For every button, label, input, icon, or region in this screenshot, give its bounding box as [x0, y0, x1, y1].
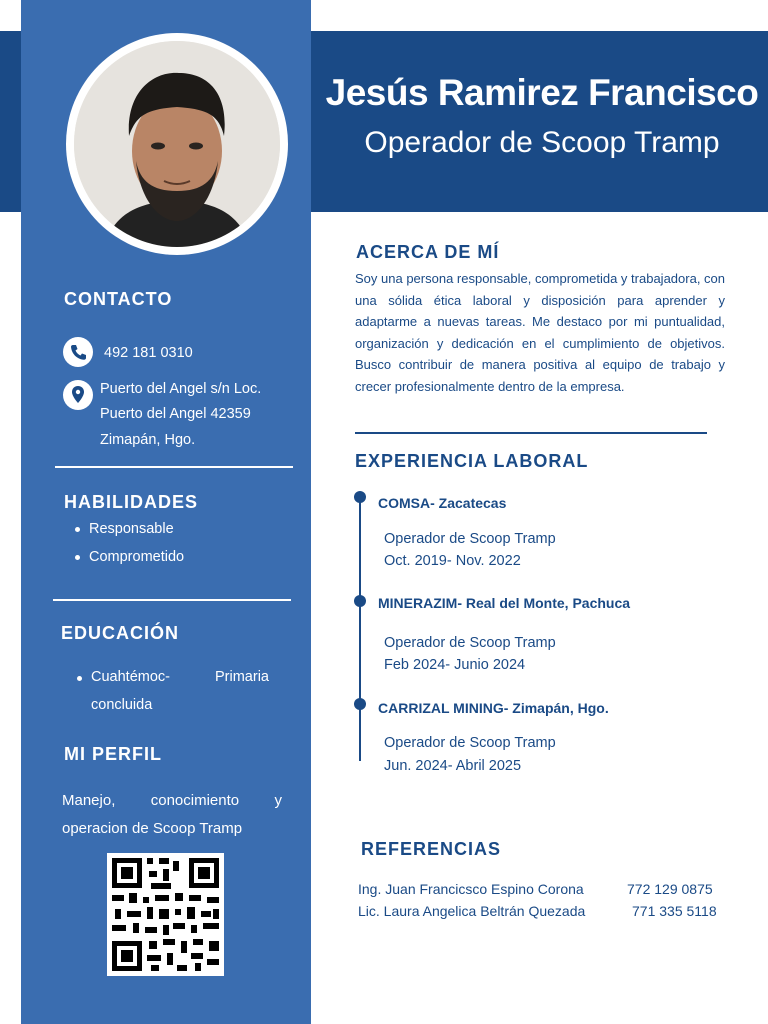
timeline-dot — [354, 698, 366, 710]
skills-heading: HABILIDADES — [64, 492, 199, 512]
candidate-name: Jesús Ramirez Francisco — [325, 72, 759, 113]
contact-address-line1: Puerto del Angel s/n Loc. — [100, 381, 262, 397]
references-heading: REFERENCIAS — [361, 839, 502, 859]
profile-text: Manejo, conocimiento y operacion de Scoop Tramp — [62, 792, 282, 837]
qr-code — [107, 853, 224, 976]
job-company: MINERAZIM- Real del Monte, Pachuca — [378, 595, 631, 611]
job-dates: Jun. 2024- Abril 2025 — [384, 758, 522, 774]
contact-heading: CONTACTO — [64, 289, 173, 309]
reference-name: Ing. Juan Francicsco Espino Corona — [358, 881, 584, 897]
job-dates: Feb 2024- Junio 2024 — [384, 657, 526, 673]
job-company: COMSA- Zacatecas — [378, 495, 507, 511]
section-divider — [355, 432, 707, 434]
timeline-dot — [354, 491, 366, 503]
location-pin-icon — [63, 380, 93, 410]
sidebar-divider — [53, 599, 291, 601]
job-company: CARRIZAL MINING- Zimapán, Hgo. — [378, 700, 609, 716]
timeline-dot — [354, 595, 366, 607]
skill-item: Comprometido — [89, 549, 185, 565]
job-title: Operador de Scoop Tramp — [384, 531, 556, 547]
profile-heading: MI PERFIL — [64, 744, 162, 764]
education-item: Primaria — [215, 669, 269, 685]
about-heading: ACERCA DE MÍ — [356, 242, 500, 262]
job-title: Operador de Scoop Tramp — [384, 635, 556, 651]
sidebar-divider — [55, 466, 293, 468]
education-item: concluida — [91, 697, 153, 713]
education-item: Cuahtémoc- — [91, 669, 170, 685]
profile-photo — [74, 41, 280, 247]
bullet — [75, 555, 80, 560]
contact-address-line2: Puerto del Angel 42359 — [100, 406, 251, 422]
about-text: Soy una persona responsable, comprometida y trabajadora, con una sólida ética laboral y disposición para aprender y adaptarme a nuevas tareas. Me destaco por mi puntualidad, organización y dedicación en el cumplimiento de objetivos. Busco contribuir de manera positiva al equipo de trabajo y crecer profesionalmente dentro de la empresa. — [355, 271, 725, 394]
reference-phone: 772 129 0875 — [627, 881, 713, 897]
bullet — [77, 676, 82, 681]
reference-phone: 771 335 5118 — [632, 903, 717, 919]
skill-item: Responsable — [89, 521, 174, 537]
job-dates: Oct. 2019- Nov. 2022 — [384, 553, 521, 569]
experience-heading: EXPERIENCIA LABORAL — [355, 451, 589, 471]
bullet — [75, 527, 80, 532]
contact-address-line3: Zimapán, Hgo. — [100, 432, 196, 448]
education-heading: EDUCACIÓN — [61, 623, 180, 643]
reference-name: Lic. Laura Angelica Beltrán Quezada — [358, 903, 586, 919]
contact-phone: 492 181 0310 — [104, 345, 193, 361]
candidate-role: Operador de Scoop Tramp — [364, 126, 720, 159]
phone-icon — [63, 337, 93, 367]
experience-timeline — [359, 497, 361, 761]
job-title: Operador de Scoop Tramp — [384, 735, 556, 751]
